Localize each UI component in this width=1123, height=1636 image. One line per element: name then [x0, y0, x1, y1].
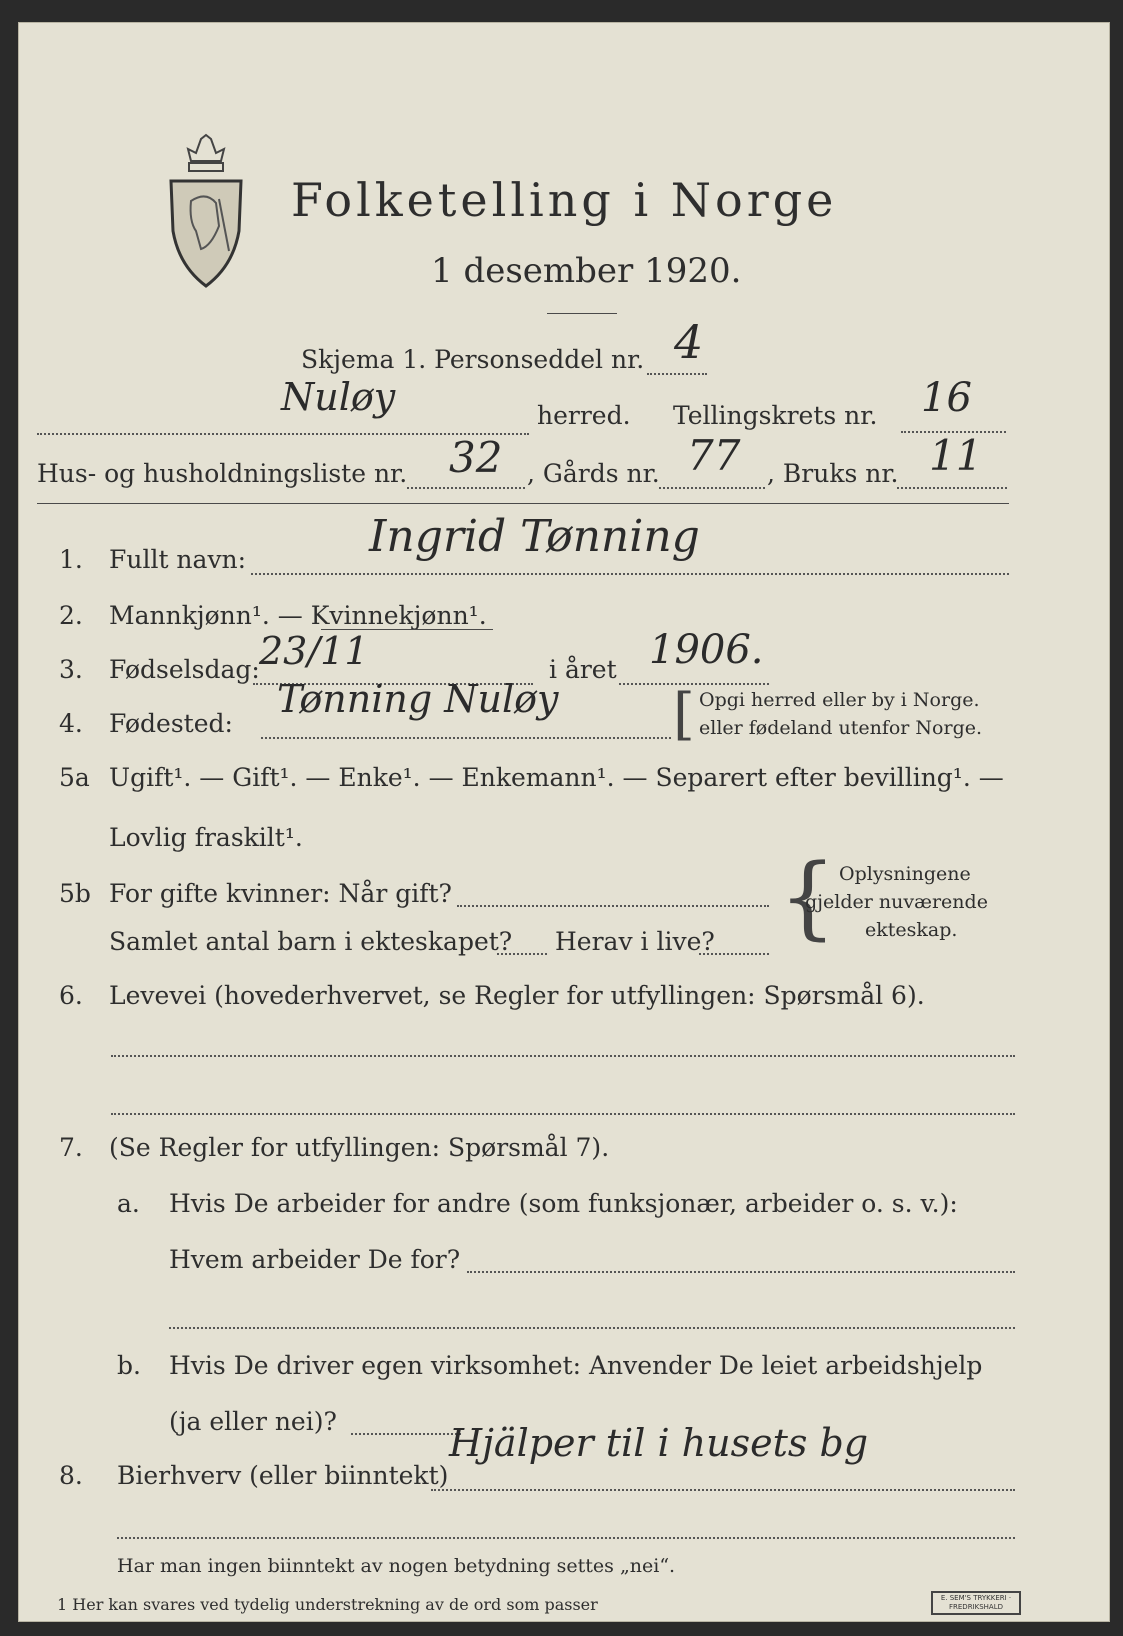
q5b-children-field-line: [497, 953, 547, 955]
q5b-brace: {: [779, 845, 837, 950]
q5b-label: For gifte kvinner: Når gift?: [109, 879, 452, 908]
tellingskrets-label: Tellingskrets nr.: [673, 401, 878, 430]
husholdningsliste-label: Hus- og husholdningsliste nr.: [37, 459, 408, 488]
q7a-number: a.: [117, 1189, 140, 1218]
q6-label: Levevei (hovederhvervet, se Regler for utfyllingen: Spørsmål 6).: [109, 981, 925, 1010]
q2-label: Mannkjønn¹. — Kvinnekjønn¹.: [109, 601, 487, 630]
printer-stamp: E. SEM'S TRYKKERI · FREDRIKSHALD: [931, 1591, 1021, 1615]
bruks-label: , Bruks nr.: [767, 459, 899, 488]
q5b-note-line3: ekteskap.: [865, 919, 958, 941]
schema-number-value: 4: [674, 315, 704, 369]
q5a-number: 5a: [59, 763, 90, 792]
footnote: 1 Her kan svares ved tydelig understrekning av de ord som passer: [57, 1595, 598, 1614]
q7b-label: Hvis De driver egen virksomhet: Anvender De leiet arbeidshjelp: [169, 1351, 983, 1380]
herred-label: herred.: [537, 401, 631, 430]
husholdningsliste-field-line: [407, 487, 525, 489]
q7-label: (Se Regler for utfyllingen: Spørsmål 7).: [109, 1133, 610, 1162]
schema-field-line: [647, 373, 707, 375]
census-date: 1 desember 1920.: [431, 251, 742, 291]
header-divider: [37, 503, 1009, 504]
q5a-label: Ugift¹. — Gift¹. — Enke¹. — Enkemann¹. — Separert efter bevilling¹. —: [109, 763, 1004, 792]
q1-label: Fullt navn:: [109, 545, 247, 574]
q2-number: 2.: [59, 601, 83, 630]
q5b-note-line2: gjelder nuværende: [805, 891, 988, 913]
q4-label: Fødested:: [109, 709, 233, 738]
gards-value: 77: [687, 431, 741, 480]
page-title: Folketelling i Norge: [291, 173, 838, 227]
q8-number: 8.: [59, 1461, 83, 1490]
gards-field-line: [659, 487, 765, 489]
q3-birthday-value: 23/11: [259, 629, 369, 673]
q7-number: 7.: [59, 1133, 83, 1162]
coat-of-arms-icon: [161, 131, 251, 291]
q6-field-line-1: [111, 1055, 1015, 1057]
q3-label: Fødselsdag:: [109, 655, 260, 684]
q5b-married-field-line: [457, 905, 769, 907]
q1-number: 1.: [59, 545, 83, 574]
q8-note: Har man ingen biinntekt av nogen betydning settes „nei“.: [117, 1555, 676, 1577]
q7b-yes-no-label: (ja eller nei)?: [169, 1407, 337, 1436]
tellingskrets-value: 16: [921, 375, 972, 421]
q8-side-income-value: Hjälper til i husets bg: [449, 1421, 869, 1465]
q3-year-value: 1906.: [649, 627, 764, 673]
q6-field-line-2: [111, 1113, 1015, 1115]
q5b-number: 5b: [59, 879, 91, 908]
q4-note-line2: eller fødeland utenfor Norge.: [699, 717, 983, 739]
q5a-label-line2: Lovlig fraskilt¹.: [109, 823, 303, 852]
q8-field-line-2: [117, 1537, 1015, 1539]
q4-number: 4.: [59, 709, 83, 738]
q5b-children-label: Samlet antal barn i ekteskapet?: [109, 927, 513, 956]
q4-note-line1: Opgi herred eller by i Norge.: [699, 689, 980, 711]
title-divider: [547, 313, 617, 314]
q4-birthplace-value: Tønning Nuløy: [277, 677, 559, 721]
q4-brace: [: [673, 682, 695, 747]
q5b-alive-label: Herav i live?: [555, 927, 715, 956]
q7a-employer-field-line: [467, 1271, 1015, 1273]
bruks-field-line: [897, 487, 1007, 489]
bruks-value: 11: [929, 431, 983, 480]
q8-label: Bierhverv (eller biinntekt): [117, 1461, 449, 1490]
q4-field-line: [261, 737, 671, 739]
q7a-employer-label: Hvem arbeider De for?: [169, 1245, 461, 1274]
herred-value: Nuløy: [281, 375, 396, 419]
q8-field-line: [431, 1489, 1015, 1491]
census-form-page: [18, 22, 1110, 1622]
q7a-employer-field-line-2: [169, 1327, 1015, 1329]
q5b-alive-field-line: [699, 953, 769, 955]
q7a-label: Hvis De arbeider for andre (som funksjonær, arbeider o. s. v.):: [169, 1189, 958, 1218]
q3-year-label: i året: [549, 655, 617, 684]
gards-label: , Gårds nr.: [527, 459, 660, 488]
q1-field-line: [251, 573, 1009, 575]
husholdningsliste-value: 32: [449, 433, 503, 482]
q1-full-name-value: Ingrid Tønning: [369, 511, 700, 562]
q7b-field-line: [351, 1433, 461, 1435]
q5b-note-line1: Oplysningene: [839, 863, 971, 885]
schema-label: Skjema 1. Personseddel nr.: [301, 345, 645, 374]
q7b-number: b.: [117, 1351, 141, 1380]
q6-number: 6.: [59, 981, 83, 1010]
q3-number: 3.: [59, 655, 83, 684]
